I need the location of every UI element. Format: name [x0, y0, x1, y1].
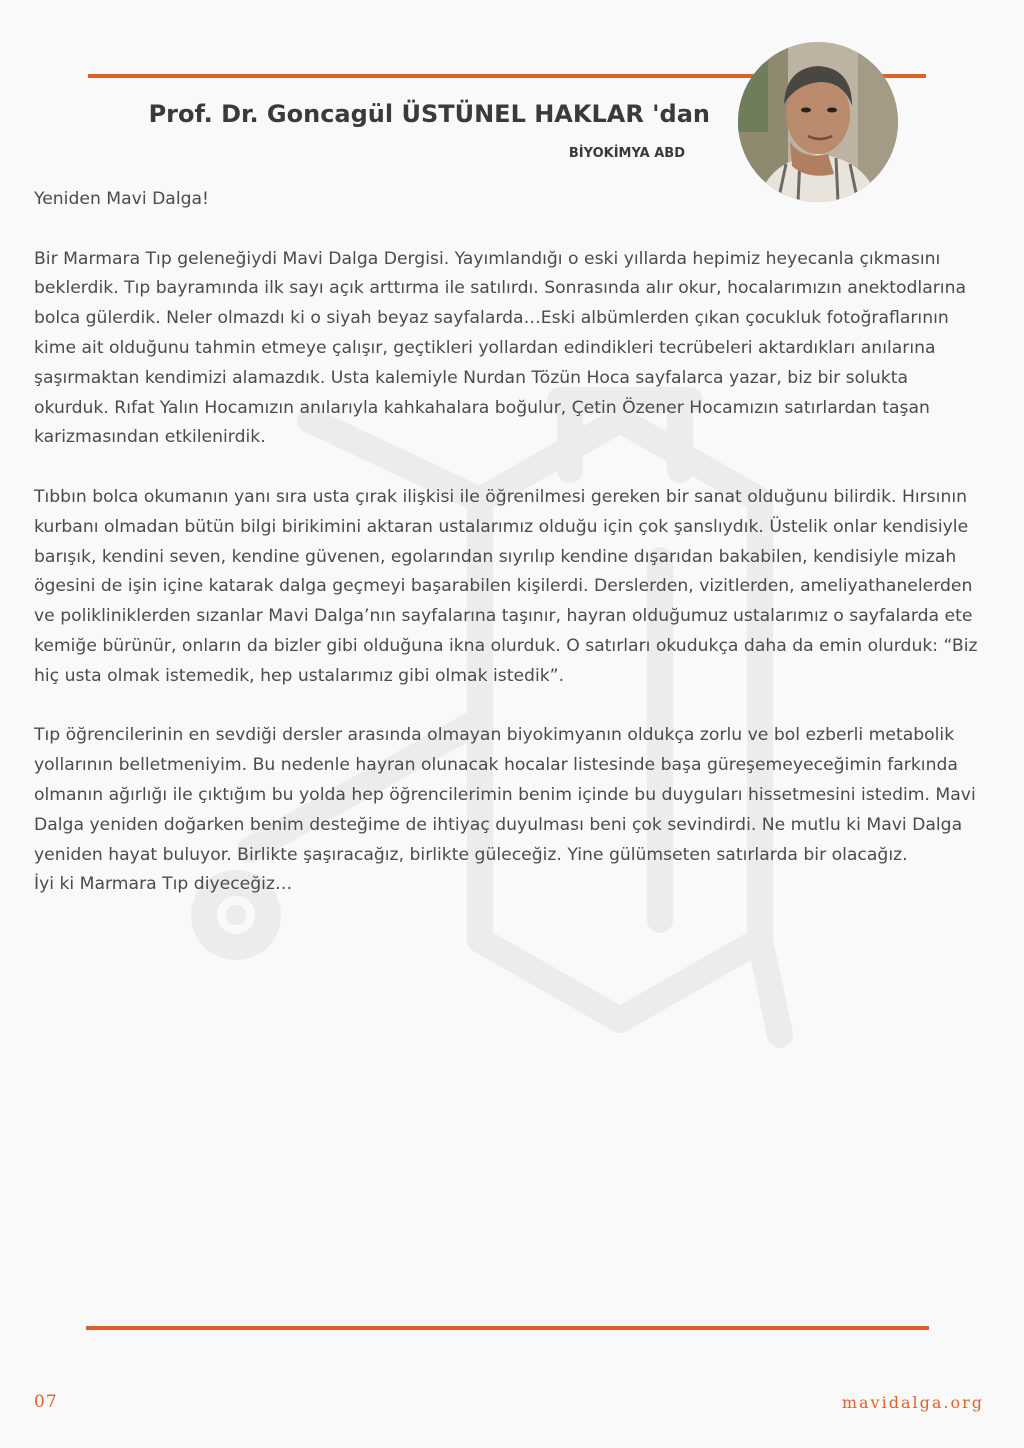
page-number: 07	[34, 1392, 58, 1412]
article-paragraph: Tıbbın bolca okumanın yanı sıra usta çırak ilişkisi ile öğrenilmesi gereken bir sanat olduğunu bilirdik. Hırsının kurbanı olmadan bütün bilgi birikimini aktaran ustalarımız olduğu için çok şanslıydık. Üstelik onlar kendisiyle barışık, kendini seven, kendine güvenen, egolarından sıyrılıp kendine dışarıdan bakabilen, kendisiyle mizah ögesini de işin içine katarak dalga geçmeyi başarabilen kişilerdi. Derslerden, vizitlerden, ameliyathanelerden ve polikliniklerden sızanlar Mavi Dalga’nın sayfalarına taşınır, hayran olduğumuz ustalarımız o sayfalarda ete kemiğe bürünür, onların da bizler gibi olduğuna ikna olurduk. O satırları okudukça daha da emin olurduk: “Biz hiç usta olmak istemedik, hep ustalarımız gibi olmak istedik”.	[34, 486, 978, 686]
author-avatar	[738, 42, 898, 202]
article-greeting: Yeniden Mavi Dalga!	[34, 189, 209, 209]
article-paragraph: Tıp öğrencilerinin en sevdiği dersler arasında olmayan biyokimyanın oldukça zorlu ve bol ezberli metabolik yollarının belletmeniyim. Bu nedenle hayran olunacak hocalar listesinde başa güreşemeyeceğimin farkında olmanın ağırlığı ile çıktığım bu yolda hep öğrencilerimin benim içinde bu duyguları hissetmesini istedim. Mavi Dalga yeniden doğarken benim desteğime de ihtiyaç duyulması beni çok sevindirdi. Ne mutlu ki Mavi Dalga yeniden hayat buluyor. Birlikte şaşıracağız, birlikte güleceğiz. Yine gülümseten satırlarda bir olacağız.	[34, 725, 976, 865]
article-paragraph: Bir Marmara Tıp geleneğiydi Mavi Dalga Dergisi. Yayımlandığı o eski yıllarda hepimiz heyecanla çıkmasını beklerdik. Tıp bayramında ilk sayı açık arttırma ile satılırdı. Sonrasında alır okur, hocalarımızın anektodlarına bolca gülerdik. Neler olmazdı ki o siyah beyaz sayfalarda…Eski albümlerden çıkan çocukluk fotoğraflarının kime ait olduğunu tahmin etmeye çalışır, geçtikleri yollardan edindikleri tecrübeleri aktardıkları anılarına şaşırmaktan kendimizi alamazdık. Usta kalemiyle Nurdan Tözün Hoca sayfalarca yazar, biz bir solukta okurduk. Rıfat Yalın Hocamızın anılarıyla kahkahalara boğulur, Çetin Özener Hocamızın satırlardan taşan karizmasından etkilenirdik.	[34, 248, 966, 448]
department-label: BİYOKİMYA ABD	[568, 146, 685, 161]
author-name: Prof. Dr. Goncagül ÜSTÜNEL HAKLAR 'dan	[148, 100, 710, 128]
footer-rule	[86, 1326, 929, 1330]
article-closing: İyi ki Marmara Tıp diyeceğiz…	[34, 874, 293, 895]
site-url: mavidalga.org	[841, 1393, 984, 1412]
article-body	[34, 185, 986, 930]
